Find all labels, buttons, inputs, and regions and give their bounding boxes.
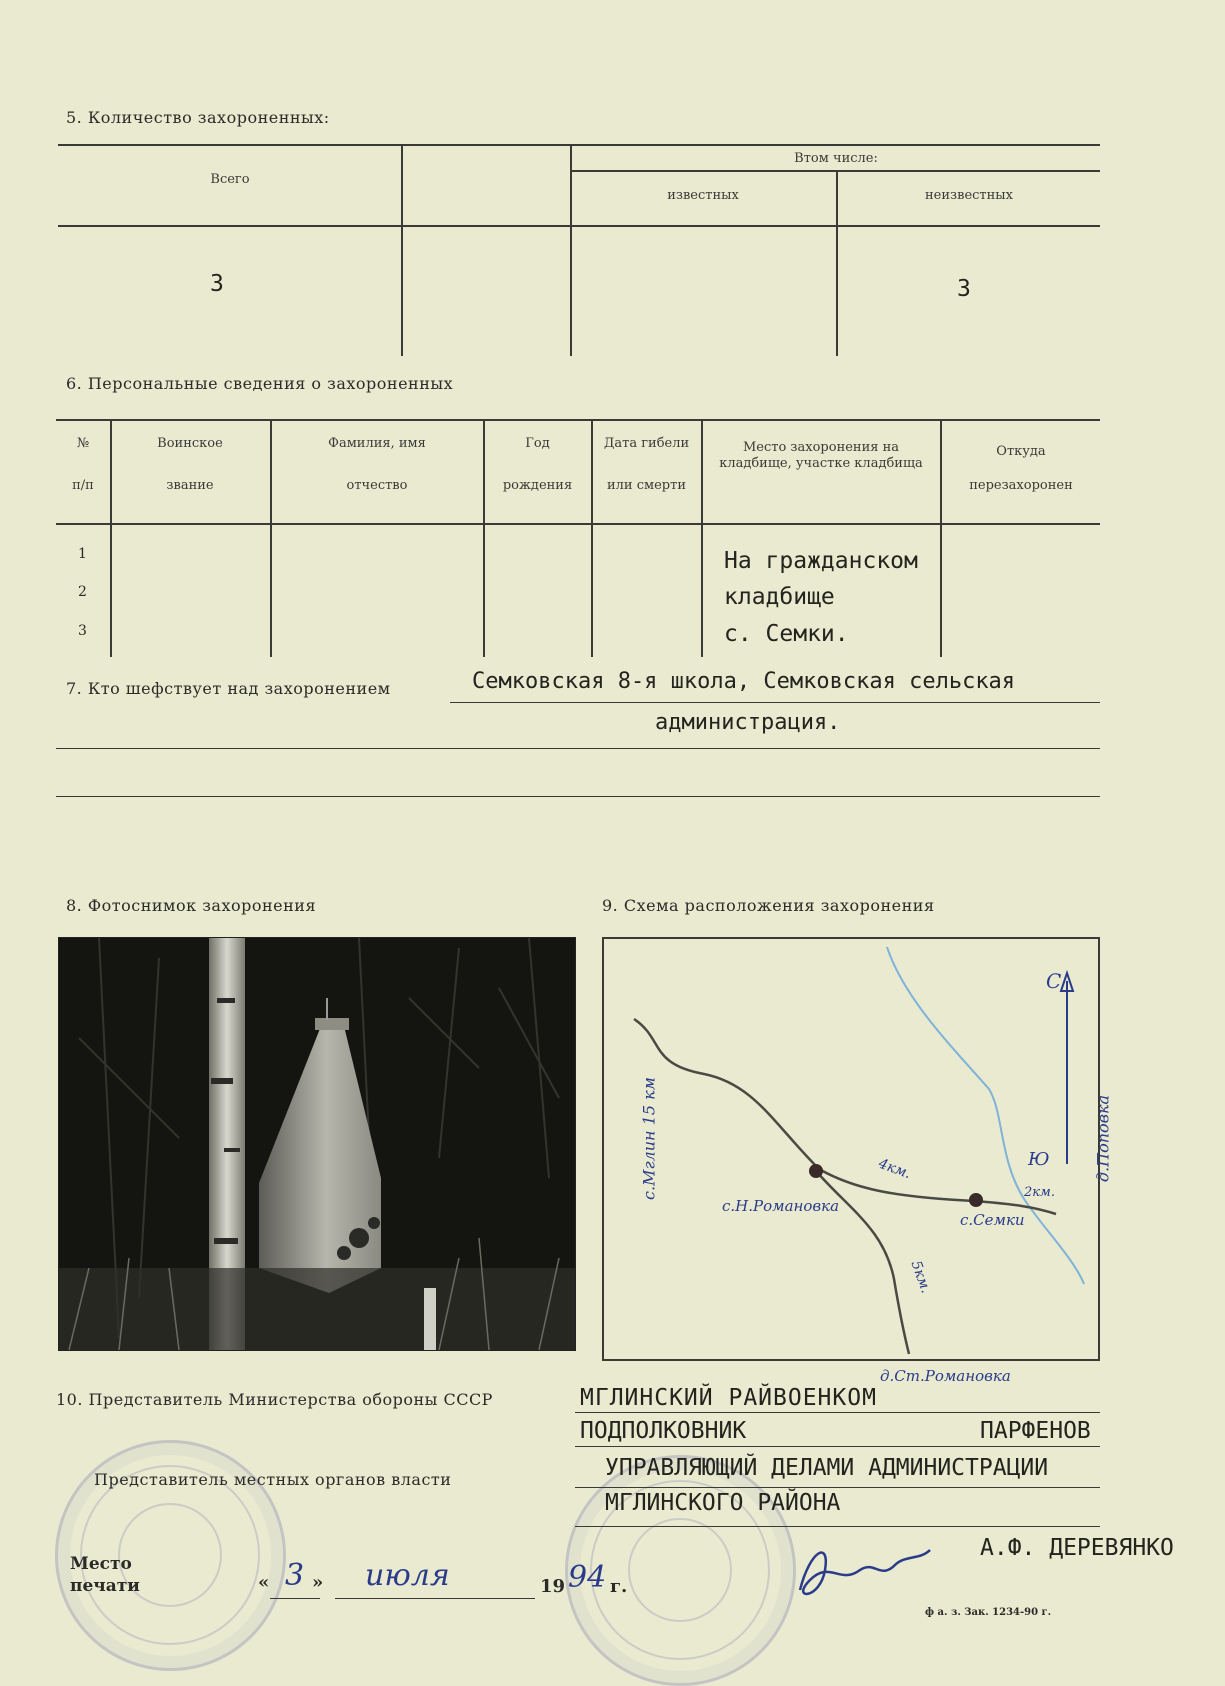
place-line-3: с. Семки. [724,621,849,647]
section7-title: 7. Кто шефствует над захоронением [66,679,391,698]
patron-rule-3 [56,796,1100,797]
hdr-place: Место захоронения на кладбище, участке кладбища [719,440,923,471]
section9-title: 9. Схема расположения захоронения [602,896,935,915]
hdr-num-1: № [76,436,90,451]
table6-top-rule [56,419,1100,421]
row-num-3: 3 [78,623,87,639]
map-south-label: Ю [1028,1149,1050,1170]
col-incl-header: Втом числе: [794,151,878,166]
hdr-from-2: перезахоронен [969,478,1073,493]
table6-vline-4 [591,419,593,657]
date-quote-open: « [258,1572,270,1593]
map-dist5-label: 5км. [907,1258,934,1296]
mo-line-1: МГЛИНСКИЙ РАЙВОЕНКОМ [580,1385,877,1411]
grave-photo-image [59,938,575,1350]
grave-photo [58,937,576,1351]
hdr-year-2: рождения [502,478,573,493]
date-day-rule [270,1598,320,1599]
print-mark: ф а. з. Зак. 1234-90 г. [925,1607,1052,1618]
local-line-2: МГЛИНСКОГО РАЙОНА [605,1490,841,1516]
date-month: июля [365,1558,450,1593]
date-g: г. [610,1576,628,1597]
row-num-2: 2 [78,584,87,600]
section10-title: 10. Представитель Министерства обороны СССР [56,1390,493,1409]
mo-rule-1 [575,1412,1100,1413]
date-year-suffix: 94 [568,1560,607,1595]
seal-place-label [70,1553,140,1597]
col-total-header: Всего [210,172,250,187]
hdr-rank-1: Воинское [157,436,223,451]
section5-title: 5. Количество захороненных: [66,108,330,127]
hdr-name-1: Фамилия, имя [328,436,426,451]
map-village1-label: с.Н.Романовка [722,1197,840,1215]
local-line-1: УПРАВЛЯЮЩИЙ ДЕЛАМИ АДМИНИСТРАЦИИ [605,1455,1049,1481]
table6-vline-1 [110,419,112,657]
date-year-prefix: 19 [540,1576,566,1597]
hdr-year-1: Год [525,436,550,451]
table6-vline-2 [270,419,272,657]
mo-rule-2 [575,1446,1100,1447]
hdr-death-1: Дата гибели [603,436,690,451]
hdr-rank-2: звание [166,478,214,493]
map-dist4-label: 4км. [876,1155,914,1183]
date-quote-close: » [312,1572,324,1593]
burial-location-map [602,937,1113,1385]
patron-line-2: администрация. [655,710,841,735]
col-known-header: известных [667,188,739,203]
place-line-2: кладбище [724,584,835,610]
map-bottom-label: д.Ст.Романовка [880,1367,1011,1385]
hdr-death-2: или смерти [607,478,686,493]
local-title: Представитель местных органов власти [94,1470,452,1489]
seal-place-label-1: Место [70,1554,132,1574]
map-north-label: С [1046,969,1062,993]
patron-rule-2 [56,748,1100,749]
section6-title: 6. Персональные сведения о захороненных [66,374,454,393]
hdr-from-1: Откуда [996,444,1046,459]
map-right-road-label: д.Поповка [1093,1094,1113,1183]
row-num-1: 1 [78,546,87,562]
total-value: 3 [210,271,224,297]
date-day: 3 [285,1558,305,1593]
mo-line-2: ПОДПОЛКОВНИК [580,1418,747,1444]
map-dist2-label: 2км. [1024,1185,1055,1200]
mo-name: ПАРФЕНОВ [980,1418,1091,1444]
table5-header-rule [58,225,1100,227]
table6-vline-3 [483,419,485,657]
date-month-rule [335,1598,535,1599]
local-rule-1 [575,1487,1100,1488]
map-drawing [604,939,1098,1359]
col-unknown-header: неизвестных [925,188,1013,203]
table6-header-rule [56,523,1100,525]
table6-vline-5 [701,419,703,657]
local-rule-2 [575,1526,1100,1527]
map-village2-label: с.Семки [960,1211,1025,1229]
unknown-value: 3 [957,276,971,302]
hdr-name-2: отчество [346,478,408,493]
patron-line-1: Семковская 8-я школа, Семковская сельская [472,669,1016,694]
signature [780,1530,940,1610]
section8-title: 8. Фотоснимок захоронения [66,896,317,915]
local-name: А.Ф. ДЕРЕВЯНКО [980,1535,1174,1561]
seal-place-label-2: печати [70,1576,140,1596]
place-line-1: На гражданском [724,548,918,574]
table5-vline-1 [401,144,403,356]
patron-rule-1 [450,702,1100,703]
map-left-road-label: с.Мглин 15 км [639,1077,659,1200]
hdr-num-2: п/п [72,478,94,493]
